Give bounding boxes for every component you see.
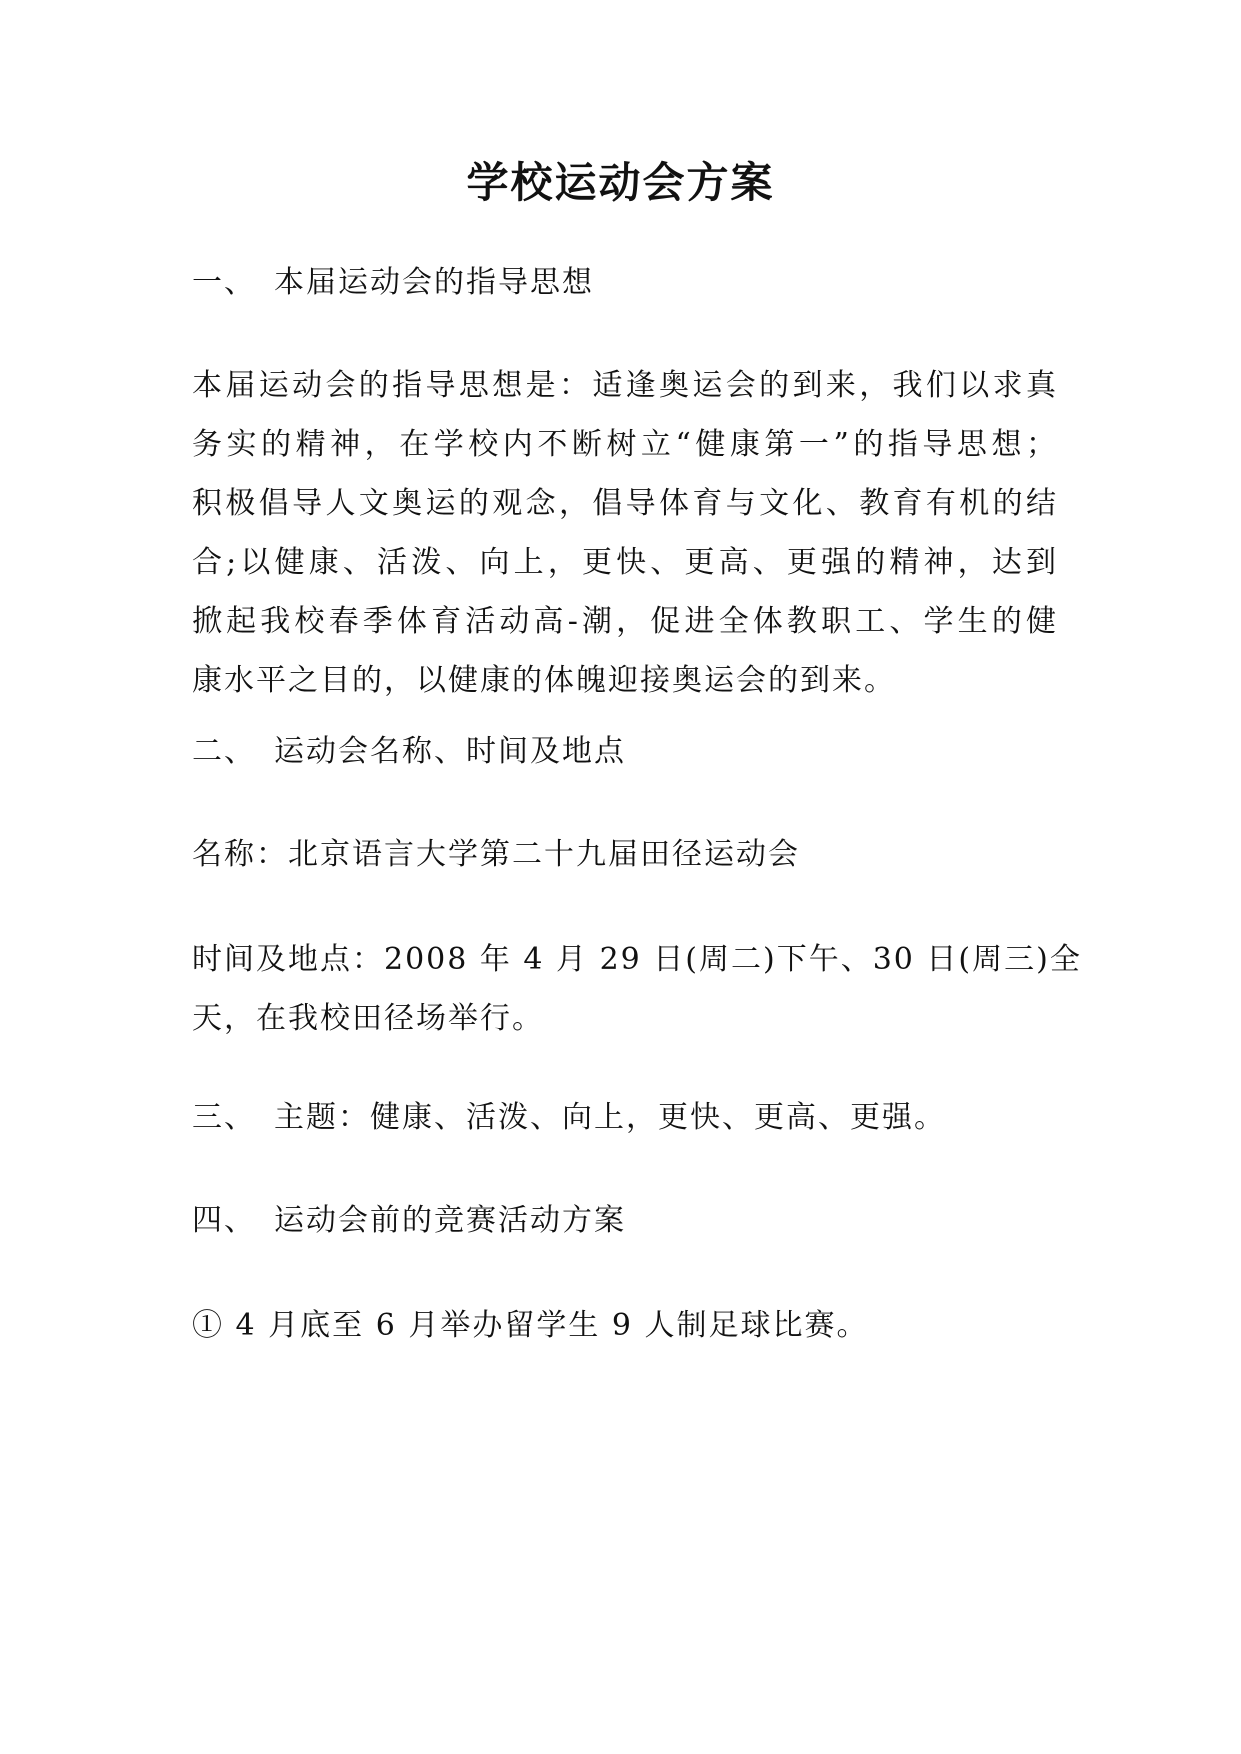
paragraph-line: 时间及地点：2008 年 4 月 29 日(周二)下午、30 日(周三)全 bbox=[192, 942, 1082, 977]
section-1-heading bbox=[192, 253, 1058, 312]
section-number: 一、 bbox=[192, 265, 256, 300]
paragraph-line: 天，在我校田径场举行。 bbox=[192, 1001, 544, 1036]
section-title: 运动会名称、时间及地点 bbox=[274, 734, 626, 769]
paragraph-line: 掀起我校春季体育活动高-潮，促进全体教职工、学生的健 bbox=[192, 604, 1058, 639]
paragraph-line: 积极倡导人文奥运的观念，倡导体育与文化、教育有机的结 bbox=[192, 486, 1058, 521]
paragraph-line: 合;以健康、活泼、向上，更快、更高、更强的精神，达到 bbox=[192, 545, 1058, 580]
event-time-paragraph bbox=[192, 930, 1082, 1048]
paragraph-line: 康水平之目的，以健康的体魄迎接奥运会的到来。 bbox=[192, 663, 896, 698]
paragraph-line: 务实的精神，在学校内不断树立“健康第一”的指导思想； bbox=[192, 427, 1058, 462]
section-title: 运动会前的竞赛活动方案 bbox=[274, 1203, 626, 1238]
section-4-heading bbox=[192, 1191, 1058, 1250]
list-item: ① 4 月底至 6 月举办留学生 9 人制足球比赛。 bbox=[192, 1308, 869, 1343]
section-number: 四、 bbox=[192, 1203, 256, 1238]
section-number: 三、 bbox=[192, 1100, 256, 1135]
section-number: 二、 bbox=[192, 734, 256, 769]
paragraph-line: 本届运动会的指导思想是：适逢奥运会的到来，我们以求真 bbox=[192, 368, 1058, 403]
section-3-heading bbox=[192, 1088, 1058, 1147]
section-1-paragraph bbox=[192, 356, 1058, 710]
document-title: 学校运动会方案 bbox=[466, 158, 775, 207]
event-name-line: 名称：北京语言大学第二十九届田径运动会 bbox=[192, 837, 800, 872]
section-title: 主题：健康、活泼、向上，更快、更高、更强。 bbox=[274, 1100, 946, 1135]
section-2-heading bbox=[192, 722, 1058, 781]
section-title: 本届运动会的指导思想 bbox=[274, 265, 594, 300]
